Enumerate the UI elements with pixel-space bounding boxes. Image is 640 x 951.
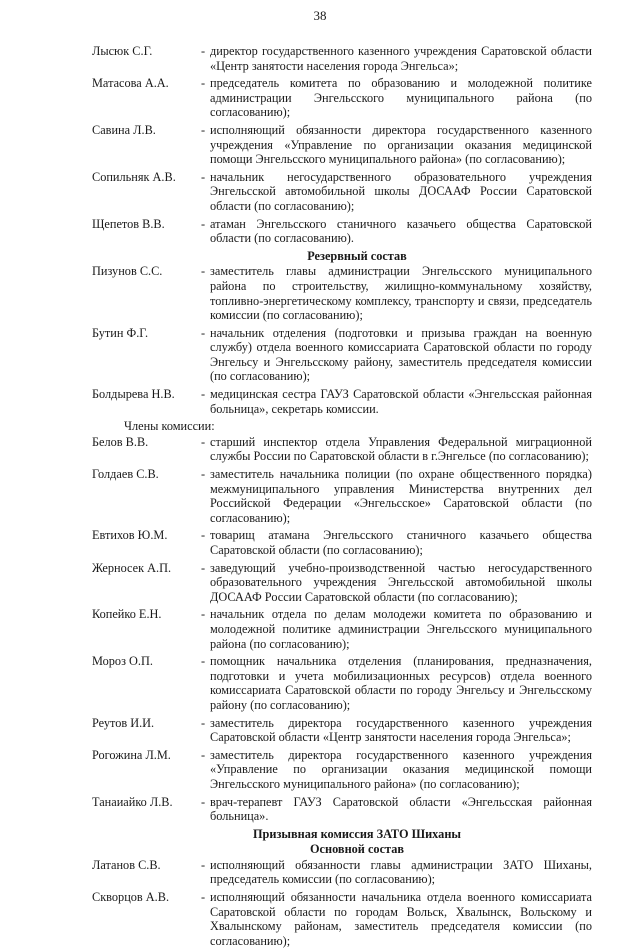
member-entry [92,858,592,887]
section-heading: Основной состав [309,842,405,857]
page-number: 38 [313,8,327,23]
member-name: Скворцов А.В. [92,890,170,905]
member-name: Евтихов Ю.М. [92,528,168,543]
member-role: старший инспектор отдела Управления Федеральной миграционной службы России по Саратовской области в г.Энгельсе (по согласованию); [210,434,592,464]
member-name: Жерносек А.П. [92,560,172,575]
dash-separator: - [200,264,206,279]
member-name: Голдаев С.В. [92,467,159,482]
member-role: врач-терапевт ГАУЗ Саратовской области «Энгельсская районная больница». [210,794,592,824]
member-name: Белов В.В. [92,434,149,449]
dash-separator: - [200,325,206,340]
dash-separator: - [200,857,206,872]
member-entry [92,748,592,792]
member-entry [92,44,592,73]
member-entry [92,264,592,322]
commission-list [92,44,592,951]
member-entry [92,170,592,214]
member-entry [92,561,592,605]
member-entry [92,123,592,167]
member-name: Лысюк С.Г. [92,44,153,58]
dash-separator: - [200,44,206,58]
member-role: заместитель главы администрации Энгельсского муниципального района по строительству, жилищно-коммунальному хозяйству, топливно-энергетическому комплексу, транспорту и связи, председатель комиссии (по согласованию); [210,264,592,323]
member-name: Рогожина Л.М. [92,747,171,762]
dash-separator: - [200,387,206,402]
member-role: заместитель директора государственного казенного учреждения «Управление по организации оказания медицинской помощи Энгельсского муниципального района» (по согласованию); [210,747,592,791]
member-role: медицинская сестра ГАУЗ Саратовской области «Энгельсская районная больница», секретарь комиссии. [210,387,592,416]
member-role: начальник отделения (подготовки и призыва граждан на военную службу) отдела военного комиссариата Саратовской области по городу Энгельсу и Энгельсскому району, заместитель председателя комиссии (по согласованию); [210,325,592,384]
member-entry [92,217,592,246]
member-name: Латанов С.В. [92,857,161,872]
member-name: Копейко Е.Н. [92,607,162,622]
member-entry [92,607,592,651]
member-role: исполняющий обязанности главы администрации ЗАТО Шиханы, председатель комиссии (по согласованию); [210,857,592,887]
member-entry [92,76,592,120]
dash-separator: - [200,715,206,730]
section-heading: Призывная комиссия ЗАТО Шиханы [252,826,462,841]
member-entry [92,435,592,464]
member-name: Реутов И.И. [92,715,155,730]
member-role: директор государственного казенного учреждения Саратовской области «Центр занятости населения города Энгельса»; [210,44,592,73]
member-name: Пизунов С.С. [92,264,163,279]
dash-separator: - [200,169,206,184]
member-entry [92,654,592,712]
member-role: исполняющий обязанности директора государственного казенного учреждения «Управление по организации оказания медицинской помощи Энгельсского муниципального района» (по согласованию); [210,122,592,167]
member-entry [92,716,592,745]
section-heading: Резервный состав [307,248,407,263]
dash-separator: - [200,216,206,231]
member-role: помощник начальника отделения (планирования, предназначения, подготовки и учета мобилизационных ресурсов) отдела военного комиссариата Саратовской области по городу Энгельсу и Энгельсскому району (по согласованию); [210,654,592,712]
member-entry [92,467,592,525]
member-role: заведующий учебно-производственной частью негосударственного образовательного учреждения Энгельсской автомобильной школы ДОСААФ России Саратовской области (по согласованию); [210,560,592,604]
member-role: председатель комитета по образованию и молодежной политике администрации Энгельсского муниципального района (по согласованию); [210,76,592,120]
dash-separator: - [200,560,206,575]
dash-separator: - [200,794,206,809]
dash-separator: - [200,747,206,762]
member-role: заместитель директора государственного казенного учреждения Саратовской области «Центр занятости населения города Энгельса»; [210,715,592,745]
member-name: Савина Л.В. [92,122,156,137]
member-entry [92,795,592,824]
member-role: атаман Энгельсского станичного казачьего общества Саратовской области (по согласованию). [210,216,592,246]
member-name: Сопильняк А.В. [92,169,176,184]
member-role: начальник отдела по делам молодежи комитета по образованию и молодежной политике администрации Энгельсского муниципального района (по согласованию); [210,607,592,651]
dash-separator: - [200,528,206,543]
dash-separator: - [200,890,206,905]
member-entry [92,387,592,416]
dash-separator: - [200,122,206,137]
dash-separator: - [200,607,206,622]
member-name: Танаиайко Л.В. [92,794,173,809]
member-entry [92,528,592,557]
member-role: заместитель начальника полиции (по охране общественного порядка) межмуниципального управления Министерства внутренних дел Российской Федерации «Энгельсское» Саратовской области (по согласованию); [210,467,592,525]
dash-separator: - [200,654,206,669]
member-entry [92,326,592,384]
member-role: исполняющий обязанности начальника отдела военного комиссариата Саратовской области по городам Вольск, Хвалынск, Вольскому и Хвалынскому районам, заместитель председателя комиссии (по согласованию); [210,890,592,948]
member-name: Бутин Ф.Г. [92,325,149,340]
member-name: Болдырева Н.В. [92,387,175,402]
dash-separator: - [200,434,206,449]
member-role: начальник негосударственного образовательного учреждения Энгельсской автомобильной школы ДОСААФ России Саратовской области (по согласованию); [210,169,592,213]
member-name: Матасова А.А. [92,76,169,91]
member-role: товарищ атамана Энгельсского станичного казачьего общества Саратовской области (по согласованию); [210,528,592,557]
member-name: Мороз О.П. [92,654,153,669]
members-label: Члены комиссии: [124,419,215,434]
dash-separator: - [200,467,206,482]
member-entry [92,890,592,948]
member-name: Щепетов В.В. [92,216,165,231]
dash-separator: - [200,76,206,91]
